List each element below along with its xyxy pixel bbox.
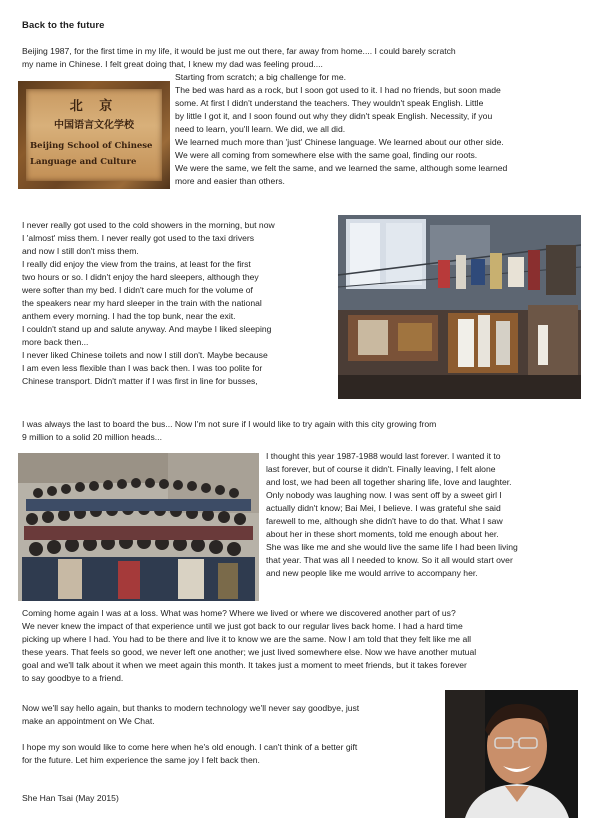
sign-paragraph <box>175 71 585 188</box>
text-line: Only nobody was laughing now. I was sent off by a sweet girl I <box>266 490 502 500</box>
text-line: Starting from scratch; a big challenge for me. <box>175 72 346 82</box>
text-line: I 'almost' miss them. I never really got used to the taxi drivers <box>22 233 255 243</box>
author-signature <box>22 792 322 805</box>
home-paragraph <box>22 607 587 685</box>
text-line: Chinese transport. Didn't matter if I was first in line for busses, <box>22 376 258 386</box>
text-line: I am even less flexible than I was back then. I was too polite for <box>22 363 263 373</box>
sign-text-english-1: Beijing School of Chinese <box>30 141 153 151</box>
text-line: farewell to me, although she didn't have to do that. What I saw <box>266 516 503 526</box>
dormitory-photo-drawing <box>338 215 581 399</box>
sign-text-english-2: Language and Culture <box>30 157 137 167</box>
text-line: I thought this year 1987-1988 would last forever. I wanted it to <box>266 451 501 461</box>
bus-paragraph <box>22 418 582 444</box>
group-photo <box>18 453 259 601</box>
text-line: some. At first I didn't understand the teachers. They wouldn't speak English. Little <box>175 98 484 108</box>
text-line: make an appointment on We Chat. <box>22 716 155 726</box>
portrait-drawing <box>445 690 578 818</box>
sign-text-beijing: 北 京 <box>69 99 119 114</box>
text-line: these years. That feels so good, we never left one another; we just lived somewhere else. Now we have another mutual <box>22 647 477 657</box>
text-line: more and easier than others. <box>175 176 285 186</box>
text-line: I never liked Chinese toilets and now I still don't. Maybe because <box>22 350 268 360</box>
text-line: to say goodbye to a friend. <box>22 673 124 683</box>
text-line: two hours or so. I didn't enjoy the hard sleepers, although they <box>22 272 259 282</box>
text-line: my name in Chinese. I felt great doing that, I knew my dad was feeling proud.... <box>22 59 323 69</box>
group-paragraph <box>266 450 586 580</box>
text-line: and now I still don't miss them. <box>22 246 139 256</box>
intro-paragraph <box>22 45 582 71</box>
text-line: She was like me and she would live the same life I had been living <box>266 542 518 552</box>
group-photo-drawing <box>18 453 259 601</box>
text-line: picking up where I had. You had to be there and live it to know we are the same. Now I am told that they felt like me all <box>22 634 472 644</box>
text-line: about her in these short moments, told me enough about her. <box>266 529 499 539</box>
text-line: actually didn't know; Bai Mei, I believe. I was grateful she said <box>266 503 501 513</box>
text-line: I hope my son would like to come here when he's old enough. I can't think of a better gift <box>22 742 358 752</box>
dormitory-photo <box>338 215 581 399</box>
text-line: and new people like me would arrive to accompany her. <box>266 568 478 578</box>
text-line: more back then... <box>22 337 89 347</box>
text-line: Beijing 1987, for the first time in my life, it would be just me out there, far away from home.... I could barely scratch <box>22 46 456 56</box>
text-line: I couldn't stand up and salute anyway. And maybe I liked sleeping <box>22 324 272 334</box>
school-sign-photo <box>18 81 170 189</box>
text-line: I really did enjoy the view from the trains, at least for the first <box>22 259 251 269</box>
text-line: I was always the last to board the bus... Now I'm not sure if I would like to try again with this city growing from <box>22 419 437 429</box>
hello-paragraph <box>22 702 442 728</box>
author-portrait-photo <box>445 690 578 818</box>
text-line: The bed was hard as a rock, but I soon got used to it. I had no friends, but soon made <box>175 85 501 95</box>
text-line: for the future. Let him experience the same joy I felt back then. <box>22 755 260 765</box>
text-line: and lost, we had been all together sharing life, love and laughter. <box>266 477 512 487</box>
text-line: need to learn, you'll learn. We did, we all did. <box>175 124 346 134</box>
text-line: 9 million to a solid 20 million heads... <box>22 432 162 442</box>
text-line: the speakers near my hard sleeper in the train with the national <box>22 298 262 308</box>
text-line: that year. That was all I needed to know. So it all would start over <box>266 555 513 565</box>
signature-text: She Han Tsai (May 2015) <box>22 793 119 803</box>
text-line: We learned much more than 'just' Chinese language. We learned about our other side. <box>175 137 504 147</box>
dorm-paragraph <box>22 219 332 388</box>
sign-text-chinese-name: 中国语言文化学校 <box>54 120 134 131</box>
text-line: last forever, but of course it didn't. Finally leaving, I felt alone <box>266 464 496 474</box>
text-line: We were all coming from somewhere else with the same goal, finding our roots. <box>175 150 478 160</box>
text-line: Now we'll say hello again, but thanks to modern technology we'll never say goodbye, just <box>22 703 360 713</box>
text-line: anthem every morning. I had the top bunk, near the exit. <box>22 311 236 321</box>
text-line: We never knew the impact of that experience until we just got back to our regular lives back home. I had a hard time <box>22 621 463 631</box>
text-line: I never really got used to the cold showers in the morning, but now <box>22 220 275 230</box>
text-line: by little I got it, and I soon found out why they didn't speak English. Necessity, if you <box>175 111 493 121</box>
son-paragraph <box>22 741 442 767</box>
text-line: goal and we'll talk about it when we meet again this month. It takes just a moment to meet friends, but it takes forever <box>22 660 467 670</box>
text-line: We were the same, we felt the same, and we learned the same, although some learned <box>175 163 508 173</box>
article-title: Back to the future <box>22 20 105 31</box>
text-line: were softer than my bed. I didn't care much for the volume of <box>22 285 253 295</box>
text-line: Coming home again I was at a loss. What was home? Where we lived or where we discovered another part of us? <box>22 608 456 618</box>
sign-board <box>26 89 162 181</box>
